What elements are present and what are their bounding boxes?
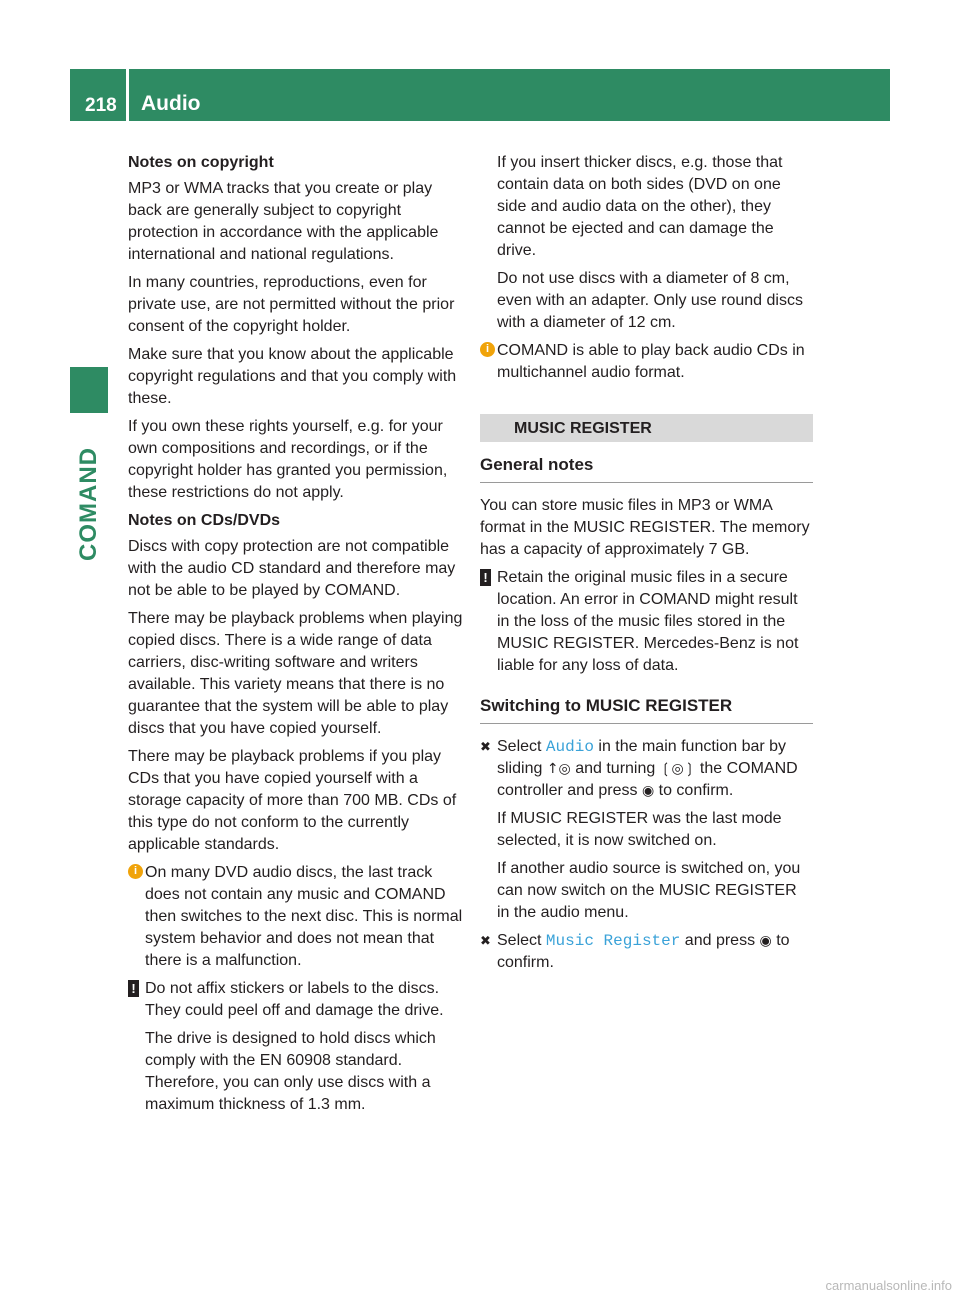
general-notes-heading: General notes [480,454,813,483]
page-number: 218 [85,95,117,116]
turn-icon: ❲◎❳ [659,761,696,777]
display-text-music-register: Music Register [545,932,681,950]
warning-icon: ! [128,980,139,997]
section-title: Audio [141,92,201,115]
copyright-heading: Notes on copyright [128,154,274,171]
paragraph: There may be playback problems when playing copied discs. There is a wide range of data carriers, disc-writing software and writers available. This variety means that there is no guarantee that the system will be able to play discs that you have copied yourself. [128,610,463,737]
info-icon: i [480,342,495,357]
paragraph: You can store music files in MP3 or WMA format in the MUSIC REGISTER. The memory has a capacity of approximately 7 GB. [480,497,810,558]
music-register-band: MUSIC REGISTER [480,414,813,442]
cd-heading: Notes on CDs/DVDs [128,512,281,529]
left-column [128,152,463,1122]
info-note: i COMAND is able to play back audio CDs in multichannel audio format. [480,340,813,384]
watermark: carmanualsonline.info [825,1278,952,1293]
warning-note-continued: If you insert thicker discs, e.g. those that contain data on both sides (DVD on one side and audio data on the other), they cannot be ejected and can damage the drive. Do not use discs with a diameter of 8 cm, even with an adapter. Only use round discs with a diameter of 12 cm. [497,154,803,331]
warning-note: ! Do not affix stickers or labels to the discs. They could peel off and damage the drive. The drive is designed to hold discs which comply with the EN 60908 standard. Therefore, you can only use discs with a maximum thickness of 1.3 mm. [128,978,463,1116]
switching-heading: Switching to MUSIC REGISTER [480,695,813,724]
info-note: i On many DVD audio discs, the last track does not contain any music and COMAND then switches to the next disc. This is normal system behavior and does not mean that there is a malfunction. [128,862,463,972]
press-icon: ◉ [759,933,772,949]
paragraph: MP3 or WMA tracks that you create or play back are generally subject to copyright protection in accordance with the applicable international and national regulations. [128,180,439,263]
right-column [480,152,813,980]
step-item: ✖ Select Audio in the main function bar by sliding ↑◎ and turning ❲◎❳ the COMAND controller and press ◉ to confirm. If MUSIC REGISTER was the last mode selected, it is now switched on. If another audio source is switched on, you can now switch on the MUSIC REGISTER in the audio menu. [480,738,801,921]
paragraph: Discs with copy protection are not compatible with the audio CD standard and therefore may not be able to be played by COMAND. [128,538,456,599]
paragraph: In many countries, reproductions, even for private use, are not permitted without the prior consent of the copyright holder. [128,274,455,335]
press-icon: ◉ [641,783,655,799]
paragraph: If you own these rights yourself, e.g. for your own compositions and recordings, or if the copyright holder has granted you permission, these restrictions do not apply. [128,418,448,501]
info-icon: i [128,864,143,879]
paragraph: There may be playback problems if you play CDs that you have copied yourself with a storage capacity of more than 700 MB. CDs of this type do not conform to the currently applicable standards. [128,748,457,853]
side-tab-marker [70,367,108,413]
header-divider [126,69,129,121]
warning-icon: ! [480,569,491,586]
arrow-icon: ✖ [480,739,491,754]
slide-up-icon: ↑◎ [546,761,571,777]
display-text-audio: Audio [545,738,594,756]
arrow-icon: ✖ [480,933,491,948]
step-item: ✖ Select Music Register and press ◉ to confirm. [480,932,790,971]
warning-note: ! Retain the original music files in a secure location. An error in COMAND might result in the loss of the music files stored in the MUSIC REGISTER. Mercedes-Benz is not liable for any loss of data. [480,567,813,677]
side-tab-label: COMAND [75,447,102,561]
paragraph: Make sure that you know about the applicable copyright regulations and that you comply with these. [128,346,457,407]
